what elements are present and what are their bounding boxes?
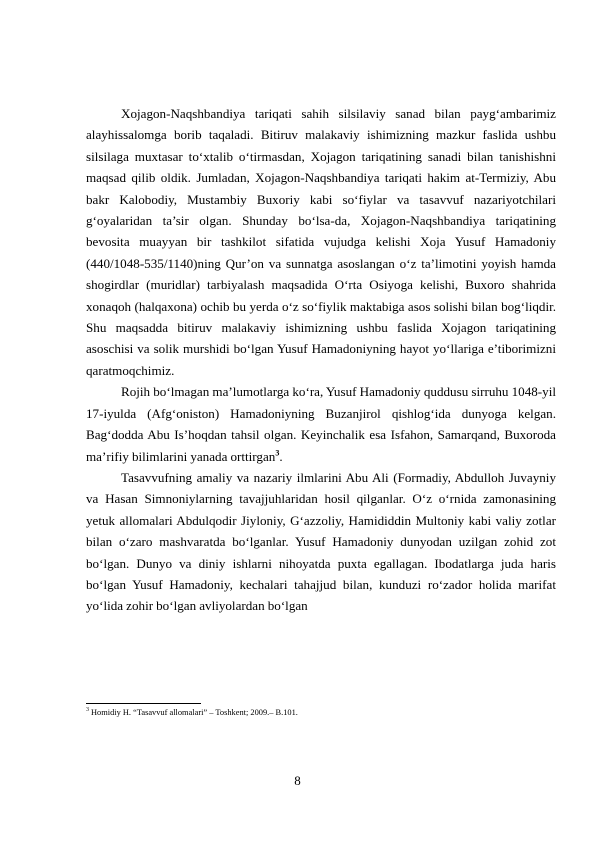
body-text — [86, 103, 556, 617]
footnote — [86, 707, 556, 718]
paragraph-3 — [86, 467, 556, 617]
paragraph-3-text: Tasavvufning amaliy va nazariy ilmlarini Abu Ali (Formadiy, Abdulloh Juvayniy va Hasan Simnoniylarning tavajjuhlaridan hosil qilganlar. O‘z o‘rnida zamonasining yetuk allomalari Abdulqodir Jiyloniy, G‘azzoliy, Hamididdin Multoniy kabi valiy zotlar bilan o‘zaro mashvaratda bo‘lganlar. Yusuf Hamadoniy dunyodan uzilgan zohid zot bo‘lgan. Dunyo va diniy ishlarni nihoyatda puxta egallagan. Ibodatlarga juda haris bo‘lgan Yusuf Hamadoniy, kechalari tahajjud bilan, kunduzi ro‘zador holida marifat yo‘lida zohir bo‘lgan avliyolardan bo‘lgan — [86, 469, 556, 614]
paragraph-1 — [86, 103, 556, 381]
paragraph-1-text: Xojagon-Naqshbandiya tariqati sahih silsilaviy sanad bilan payg‘ambarimiz alayhissalomga borib taqaladi. Bitiruv malakaviy ishimizning mazkur faslida ushbu silsilaga muxtasar to‘xtalib o‘tirmasdan, Xojagon tariqatining sanadi bilan tanishishni maqsad qilib oldik. Jumladan, Xojagon-Naqshbandiya tariqati hakim at-Termiziy, Abu bakr Kalobodiy, Mustambiy Buxoriy kabi so‘fiylar va tasavvuf nazariyotchilari g‘oyalaridan ta’sir olgan. Shunday bo‘lsa-da, Xojagon-Naqshbandiya tariqatining bevosita muayyan bir tashkilot sifatida vujudga kelishi Xoja Yusuf Hamadoniy (440/1048-535/1140)ning Qur’on va sunnatga asoslangan o‘z ta’limotini yoyish hamda shogirdlar (muridlar) tarbiyalash maqsadida O‘rta Osiyoga kelishi, Buxoro shahrida xonaqoh (halqaxona) ochib bu yerda o‘z so‘fiylik maktabiga asos solishi bilan bog‘liqdir. Shu maqsadda bitiruv malakaviy ishimizning ushbu faslida Xojagon tariqatining asoschisi va solik murshidi bo‘lgan Yusuf Hamadoniyning hayot yo‘llariga e’tiborimizni qaratmoqchimiz. — [86, 106, 556, 378]
page-number: 8 — [294, 773, 301, 788]
footnote-divider — [86, 703, 201, 704]
footnote-marker: 3 — [86, 707, 89, 714]
paragraph-2-end: . — [279, 448, 283, 464]
footnote-reference[interactable]: 3 — [275, 448, 280, 458]
paragraph-2 — [86, 381, 556, 467]
paragraph-2-text: Rojih bo‘lmagan ma’lumotlarga ko‘ra, Yusuf Hamadoniy quddusu sirruhu 1048-yil 17-iyulda (Afg‘oniston) Hamadoniyning Buzanjirol qishlog‘ida dunyoga kelgan. Bag‘dodda Abu Is’hoqdan tahsil olgan. Keyinchalik esa Isfahon, Samarqand, Buxoroda ma’rifiy bilimlarini yanada orttirgan — [86, 384, 556, 464]
footnote-text: Homidiy H. “Tasavvuf allomalari” – Toshkent; 2009.– B.101. — [91, 708, 298, 717]
